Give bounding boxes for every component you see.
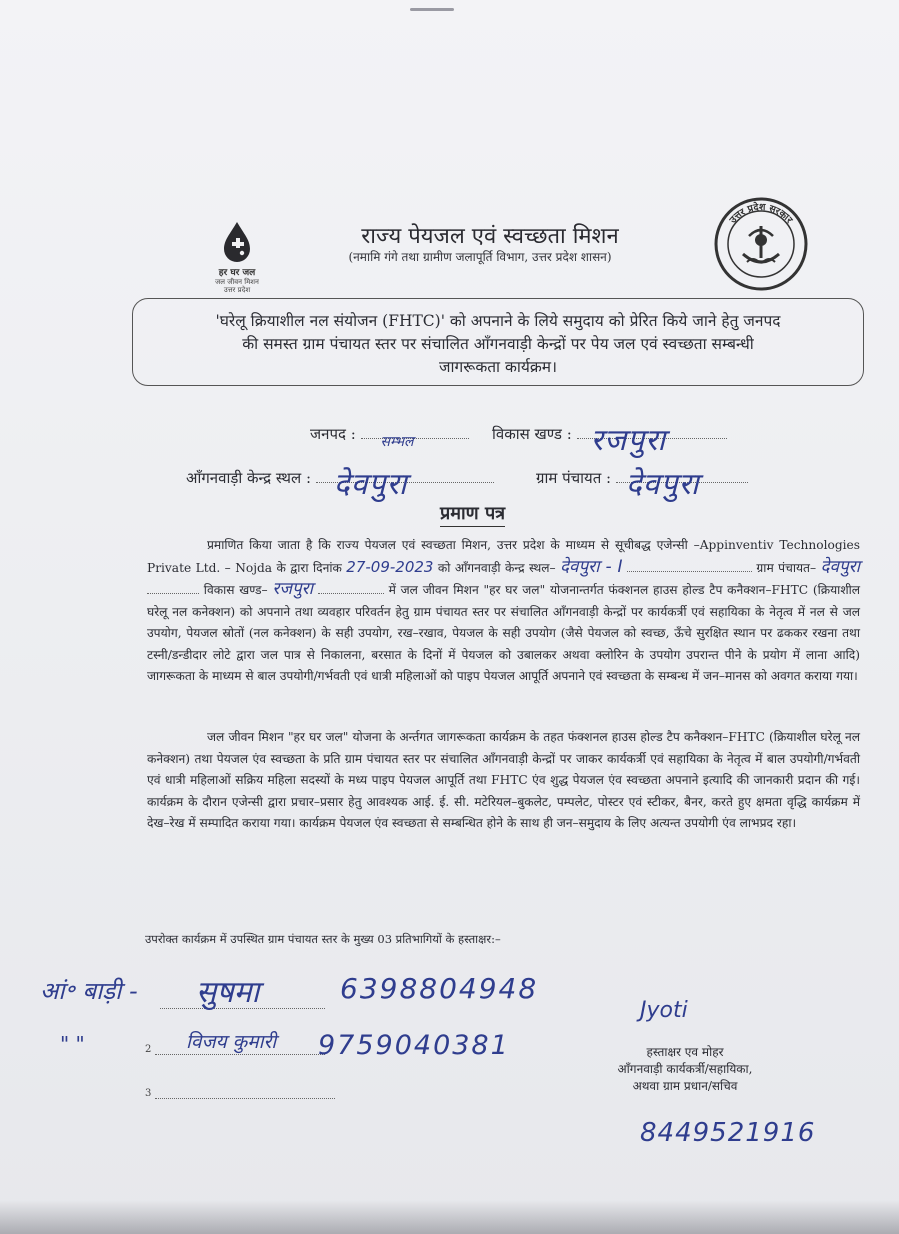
banner-line-3: जागरूकता कार्यक्रम। bbox=[439, 358, 557, 376]
seal-line-3: अथवा ग्राम प्रधान/सचिव bbox=[632, 1079, 738, 1093]
row1-prefix: आं॰ बाड़ी - bbox=[40, 977, 138, 1005]
page-shadow bbox=[0, 1200, 899, 1234]
janpad-row bbox=[310, 424, 469, 450]
certificate-title: प्रमाण पत्र bbox=[440, 501, 505, 527]
row2-number: 2 bbox=[145, 1044, 152, 1055]
gram-panchayat-row bbox=[536, 467, 748, 502]
har-ghar-jal-logo bbox=[206, 220, 268, 294]
seal-line-1: हस्ताक्षर एव मोहर bbox=[646, 1045, 724, 1059]
row2-phone: 9759040381 bbox=[318, 1030, 510, 1061]
row3-number: 3 bbox=[145, 1088, 152, 1099]
p1-part-c: ग्राम पंचायत– bbox=[756, 560, 817, 575]
kendra-value: देवपुरा - I bbox=[560, 556, 623, 577]
logo-title: हर घर जल bbox=[218, 268, 256, 278]
org-subtitle: (नमामि गंगे तथा ग्रामीण जलापूर्ति विभाग, उत्तर प्रदेश शासन) bbox=[348, 250, 612, 264]
vk-value: रजपुरा bbox=[272, 579, 313, 599]
p1-part-d: विकास खण्ड– bbox=[203, 583, 268, 597]
banner-line-2: की समस्त ग्राम पंचायत स्तर पर संचालित आँगनवाड़ी केन्द्रों पर पेय जल एवं स्वच्छता सम्बन्धी bbox=[242, 335, 754, 353]
row1-phone: 6398804948 bbox=[340, 972, 539, 1005]
gram-panchayat-value: देवपुरा bbox=[625, 467, 700, 502]
gram-panchayat-label: ग्राम पंचायत : bbox=[536, 469, 612, 487]
p1-part-b: को आँगनवाड़ी केन्द्र स्थल– bbox=[437, 560, 556, 575]
p1-part-a: प्रमाणित किया जाता है कि राज्य पेयजल एवं स्वच्छता मिशन, उत्तर प्रदेश के माध्यम से सूचीबद्ध एजेन्सी –Appinventiv Technologies Private Ltd. – Nojda के द्वारा दिनांक bbox=[147, 538, 860, 575]
janpad-label: जनपद : bbox=[310, 425, 356, 443]
anganwadi-value: देवपुरा bbox=[333, 467, 408, 502]
program-title-box bbox=[132, 298, 864, 386]
attendance-intro: उपरोक्त कार्यक्रम में उपस्थित ग्राम पंचायत स्तर के मुख्य 03 प्रतिभागियों के हस्ताक्षर:– bbox=[145, 932, 501, 946]
signature-mark: Jyoti bbox=[640, 998, 688, 1023]
water-drop-icon bbox=[220, 220, 254, 264]
row2-name: विजय कुमारी bbox=[186, 1031, 277, 1053]
vikas-khand-row bbox=[492, 423, 727, 458]
anganwadi-label: आँगनवाड़ी केन्द्र स्थल : bbox=[186, 469, 312, 487]
signatory-phone: 8449521916 bbox=[640, 1118, 816, 1148]
anganwadi-row bbox=[186, 467, 494, 502]
logo-sub1: जल जीवन मिशन bbox=[215, 278, 259, 286]
anganwadi-field bbox=[316, 467, 494, 502]
date-value: 27-09-2023 bbox=[346, 557, 434, 576]
org-title: राज्य पेयजल एवं स्वच्छता मिशन bbox=[361, 224, 619, 249]
vikas-khand-field bbox=[577, 423, 727, 458]
row1-name: सुषमा bbox=[196, 975, 260, 1010]
p2-text: जल जीवन मिशन "हर घर जल" योजना के अर्न्तगत जागरूकता कार्यक्रम के तहत फंक्शनल हाउस होल्ड टैप कनैक्शन–FHTC (क्रियाशील घरेलू नल कनेक्शन) तथा पेयजल एंव स्वच्छता के प्रति ग्राम पंचायत स्तर पर संचालित आँगनवाड़ी केन्द्रों पर जाकर कार्यकर्त्री एवं सहायिका के नेतृत्व में बाल उपयोगी/गर्भवती एवं धात्री महिलाओं सक्रिय महिला सदस्यों के मध्य पाइप पेयजल आपूर्ति तथा FHTC एंव शुद्ध पेयजल एंव स्वच्छता अपनाने इत्यादि की जानकारी प्रदान की गई। कार्यक्रम के दौरान एजेन्सी द्वारा प्रचार–प्रसार हेतु आवश्यक आई. ई. सी. मटेरियल–बुकलेट, पम्पलेट, पोस्टर एवं स्टीकर, बैनर, करते हुए क्षमता वृद्धि कार्यक्रम में देख–रेख में सम्पादित कराया गया। कार्यक्रम पेयजल एंव स्वच्छता से सम्बन्धित होने के साथ ही जन–समुदाय के लिए अत्यन्त उपयोगी एंव लाभप्रद रहा। bbox=[147, 730, 860, 830]
logo-sub2: उत्तर प्रदेश bbox=[223, 286, 251, 294]
staple-mark bbox=[410, 8, 454, 11]
janpad-value: सम्भल bbox=[380, 434, 414, 450]
vikas-khand-value: रजपुरा bbox=[590, 423, 667, 458]
banner-line-1: 'घरेलू क्रियाशील नल संयोजन (FHTC)' को अपनाने के लिये समुदाय को प्रेरित किये जाने हेतु जनपद bbox=[215, 312, 781, 330]
gp-value: देवपुरा bbox=[820, 556, 861, 577]
signature-caption bbox=[590, 1044, 780, 1095]
gram-panchayat-field bbox=[616, 467, 748, 502]
p1-part-e: में जल जीवन मिशन "हर घर जल" योजनान्तर्गत फंक्शनल हाउस होल्ड टैप कनैक्शन–FHTC (क्रियाशील घरेलू नल कनेक्शन) को अपनाने तथा व्यवहार परिवर्तन हेतु ग्राम पंचायत स्तर पर संचालित आँगनवाड़ी केन्द्रों पर कार्यकर्त्री एवं सहायिका के नेतृत्व में नल से जल उपयोग, पेयजल स्रोतों (नल कनेक्शन) के सही उपयोग, रख–रखाव, पेयजल के सही उपयोग (जैसे पेयजल को स्वच्छ, ऊँचे सुरक्षित स्थान पर ढककर रखना तथा टस्नी/डन्डीदार लोटे द्वारा जल पात्र से निकालना, बरसात के दिनों में पेयजल को उबालकर अथवा क्लोरिन के उपयोग उपरान्त पीने के प्रयोग में लाना आदि) जागरूकता के माध्यम से बाल उपयोगी/गर्भवती एवं धात्री महिलाओं को पाइप पेयजल आपूर्ति अपनाने एवं स्वच्छता के सम्बन्ध में जन–मानस को अवगत कराया गया। bbox=[147, 583, 861, 683]
janpad-field bbox=[361, 434, 469, 450]
row3-blank-line bbox=[155, 1098, 335, 1099]
vikas-khand-label: विकास खण्ड : bbox=[492, 425, 572, 443]
seal-text: उत्तर प्रदेश सरकार bbox=[727, 201, 795, 226]
certificate-paragraph-1 bbox=[147, 535, 860, 688]
row2-prefix: " " bbox=[60, 1032, 85, 1056]
certificate-paragraph-2 bbox=[147, 727, 860, 835]
seal-line-2: आँगनवाड़ी कार्यकर्त्री/सहायिका, bbox=[617, 1062, 753, 1076]
up-government-seal-icon bbox=[713, 196, 809, 292]
